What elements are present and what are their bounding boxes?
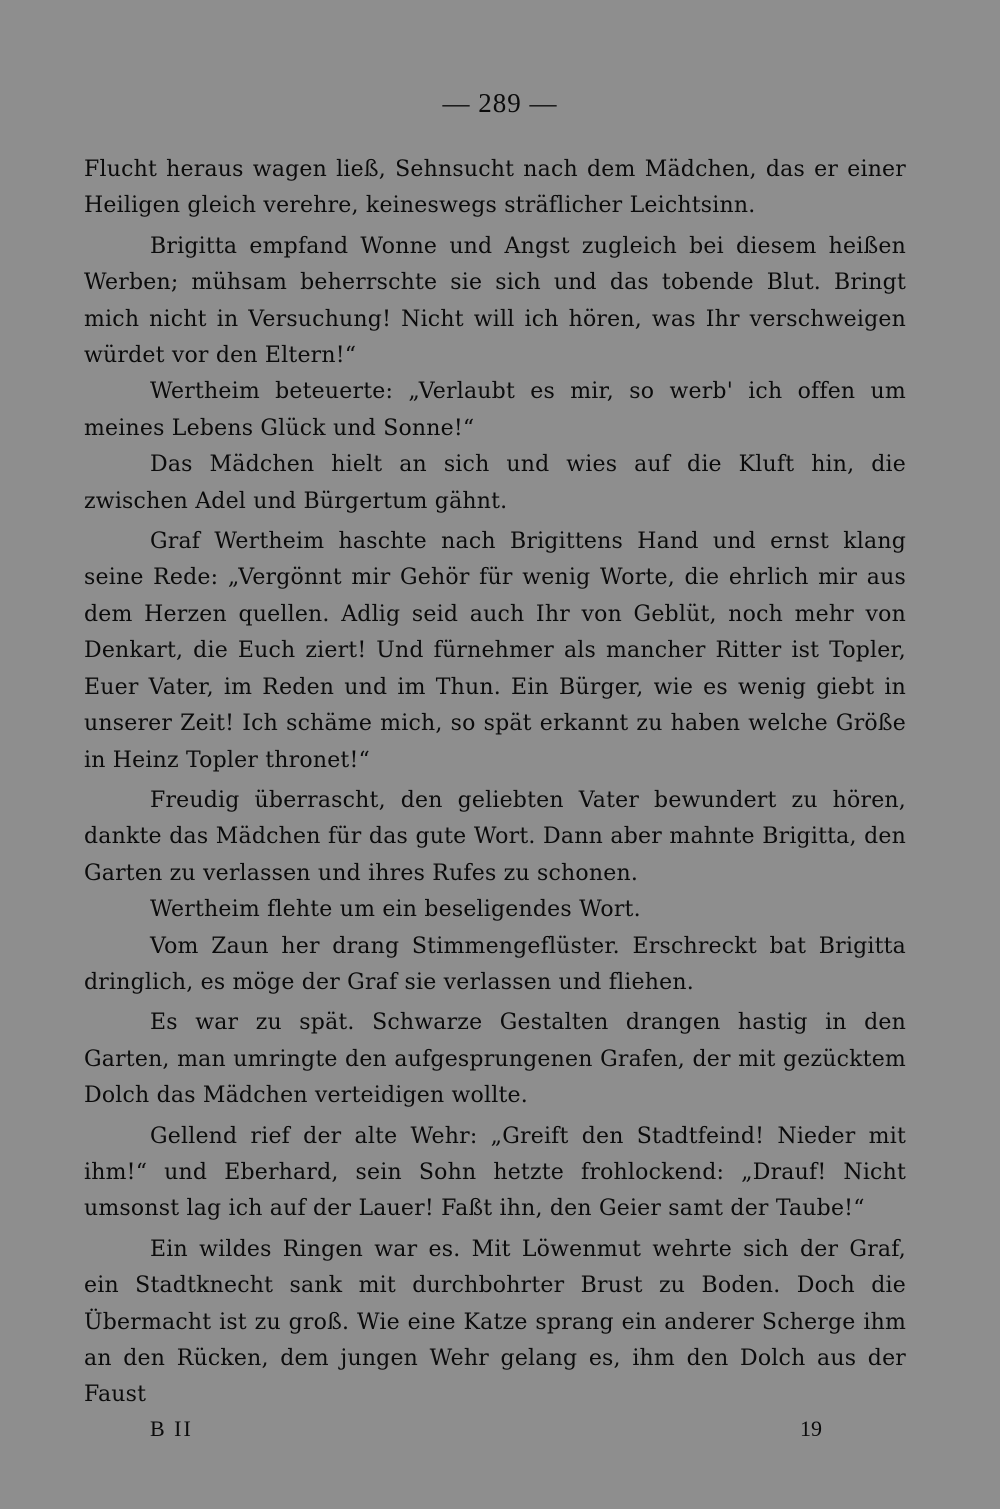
signature-mark: B II xyxy=(150,1416,193,1441)
paragraph: Es war zu spät. Schwarze Gestalten drangen hastig in den Garten, man umringte den aufgesprungenen Grafen, der mit gezücktem Dolch das Mädchen verteidigen wollte. xyxy=(84,1010,906,1109)
paragraph: Wertheim beteuerte: „Verlaubt es mir, so werb' ich offen um meines Lebens Glück und Sonne!“ xyxy=(84,379,906,441)
paragraph: Gellend rief der alte Wehr: „Greift den Stadtfeind! Nieder mit ihm!“ und Eberhard, sein Sohn hetzte frohlockend: „Drauf! Nicht umsonst lag ich auf der Lauer! Faßt ihn, den Geier samt der Taube!“ xyxy=(84,1123,906,1222)
paragraph: Freudig überrascht, den geliebten Vater bewundert zu hören, dankte das Mädchen für das gute Wort. Dann aber mahnte Brigitta, den Garten zu verlassen und ihres Rufes zu schonen. xyxy=(84,787,906,886)
paragraph: Vom Zaun her drang Stimmengeflüster. Erschreckt bat Brigitta dringlich, es möge der Graf sie verlassen und fliehen. xyxy=(84,933,906,995)
paragraph: Graf Wertheim haschte nach Brigittens Hand und ernst klang seine Rede: „Vergönnt mir Gehör für wenig Worte, die ehrlich mir aus dem Herzen quellen. Adlig seid auch Ihr von Geblüt, noch mehr von Denkart, die Euch ziert! Und fürnehmer als mancher Ritter ist Topler, Euer Vater, im Reden und im Thun. Ein Bürger, wie es wenig giebt in unserer Zeit! Ich schäme mich, so spät erkannt zu haben welche Größe in Heinz Topler thronet!“ xyxy=(84,529,906,773)
page-number: — 289 — xyxy=(442,88,558,118)
paragraph-continuation: Flucht heraus wagen ließ, Sehnsucht nach dem Mädchen, das er einer Heiligen gleich verehre, keineswegs sträflicher Leichtsinn. xyxy=(84,157,906,219)
body-text xyxy=(84,152,906,1414)
paragraph: Wertheim flehte um ein beseligendes Wort. xyxy=(150,897,641,923)
sheet-number: 19 xyxy=(800,1416,822,1441)
paragraph: Brigitta empfand Wonne und Angst zugleich bei diesem heißen Werben; mühsam beherrschte sie sich und das tobende Blut. Bringt mich nicht in Versuchung! Nicht will ich hören, was Ihr verschweigen würdet vor den Eltern!“ xyxy=(84,233,906,369)
paragraph: Das Mädchen hielt an sich und wies auf die Kluft hin, die zwischen Adel und Bürgertum gähnt. xyxy=(84,452,906,514)
paragraph: Ein wildes Ringen war es. Mit Löwenmut wehrte sich der Graf, ein Stadtknecht sank mit durchbohrter Brust zu Boden. Doch die Übermacht ist zu groß. Wie eine Katze sprang ein anderer Scherge ihm an den Rücken, dem jungen Wehr gelang es, ihm den Dolch aus der Faust xyxy=(84,1236,906,1408)
